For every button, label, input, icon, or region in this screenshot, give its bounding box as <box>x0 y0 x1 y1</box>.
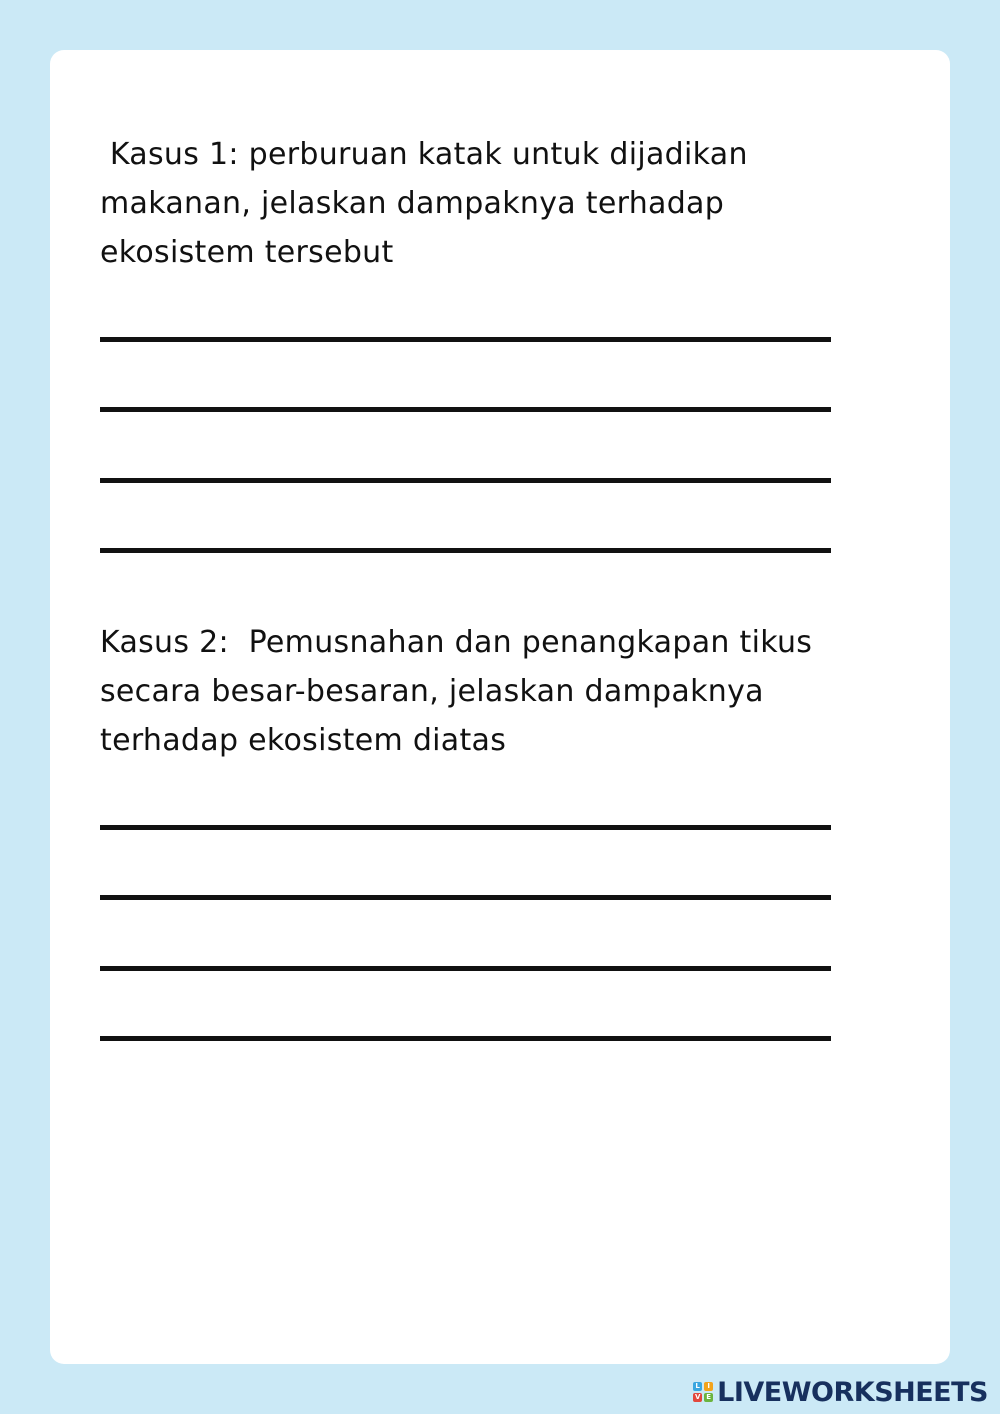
logo-text: LIVEWORKSHEETS <box>717 1376 988 1408</box>
case-2-answer-line[interactable] <box>100 895 831 900</box>
case-1-answer-line[interactable] <box>100 478 831 483</box>
case-2-answer-line[interactable] <box>100 966 831 971</box>
case-2-question: Kasus 2: Pemusnahan dan penangkapan tikus secara besar-besaran, jelaskan dampaknya terhadap ekosistem diatas <box>100 625 823 758</box>
logo-mark-tile: V <box>694 1393 701 1401</box>
case-1-answer-line[interactable] <box>100 337 831 342</box>
liveworksheets-logo-icon <box>693 1382 713 1402</box>
worksheet-page <box>50 50 950 1364</box>
logo-mark-tile: I <box>704 1382 713 1391</box>
case-1-answer-line[interactable] <box>100 548 831 553</box>
case-2-answer-line[interactable] <box>100 1036 831 1041</box>
liveworksheets-logo <box>693 1377 988 1407</box>
case-1-answer-line[interactable] <box>100 407 831 412</box>
logo-mark-tile: L <box>693 1382 702 1391</box>
case-1-question: Kasus 1: perburuan katak untuk dijadikan makanan, jelaskan dampaknya terhadap ekosistem tersebut <box>100 137 758 270</box>
logo-mark-tile: E <box>704 1393 713 1402</box>
case-2-answer-line[interactable] <box>100 825 831 830</box>
